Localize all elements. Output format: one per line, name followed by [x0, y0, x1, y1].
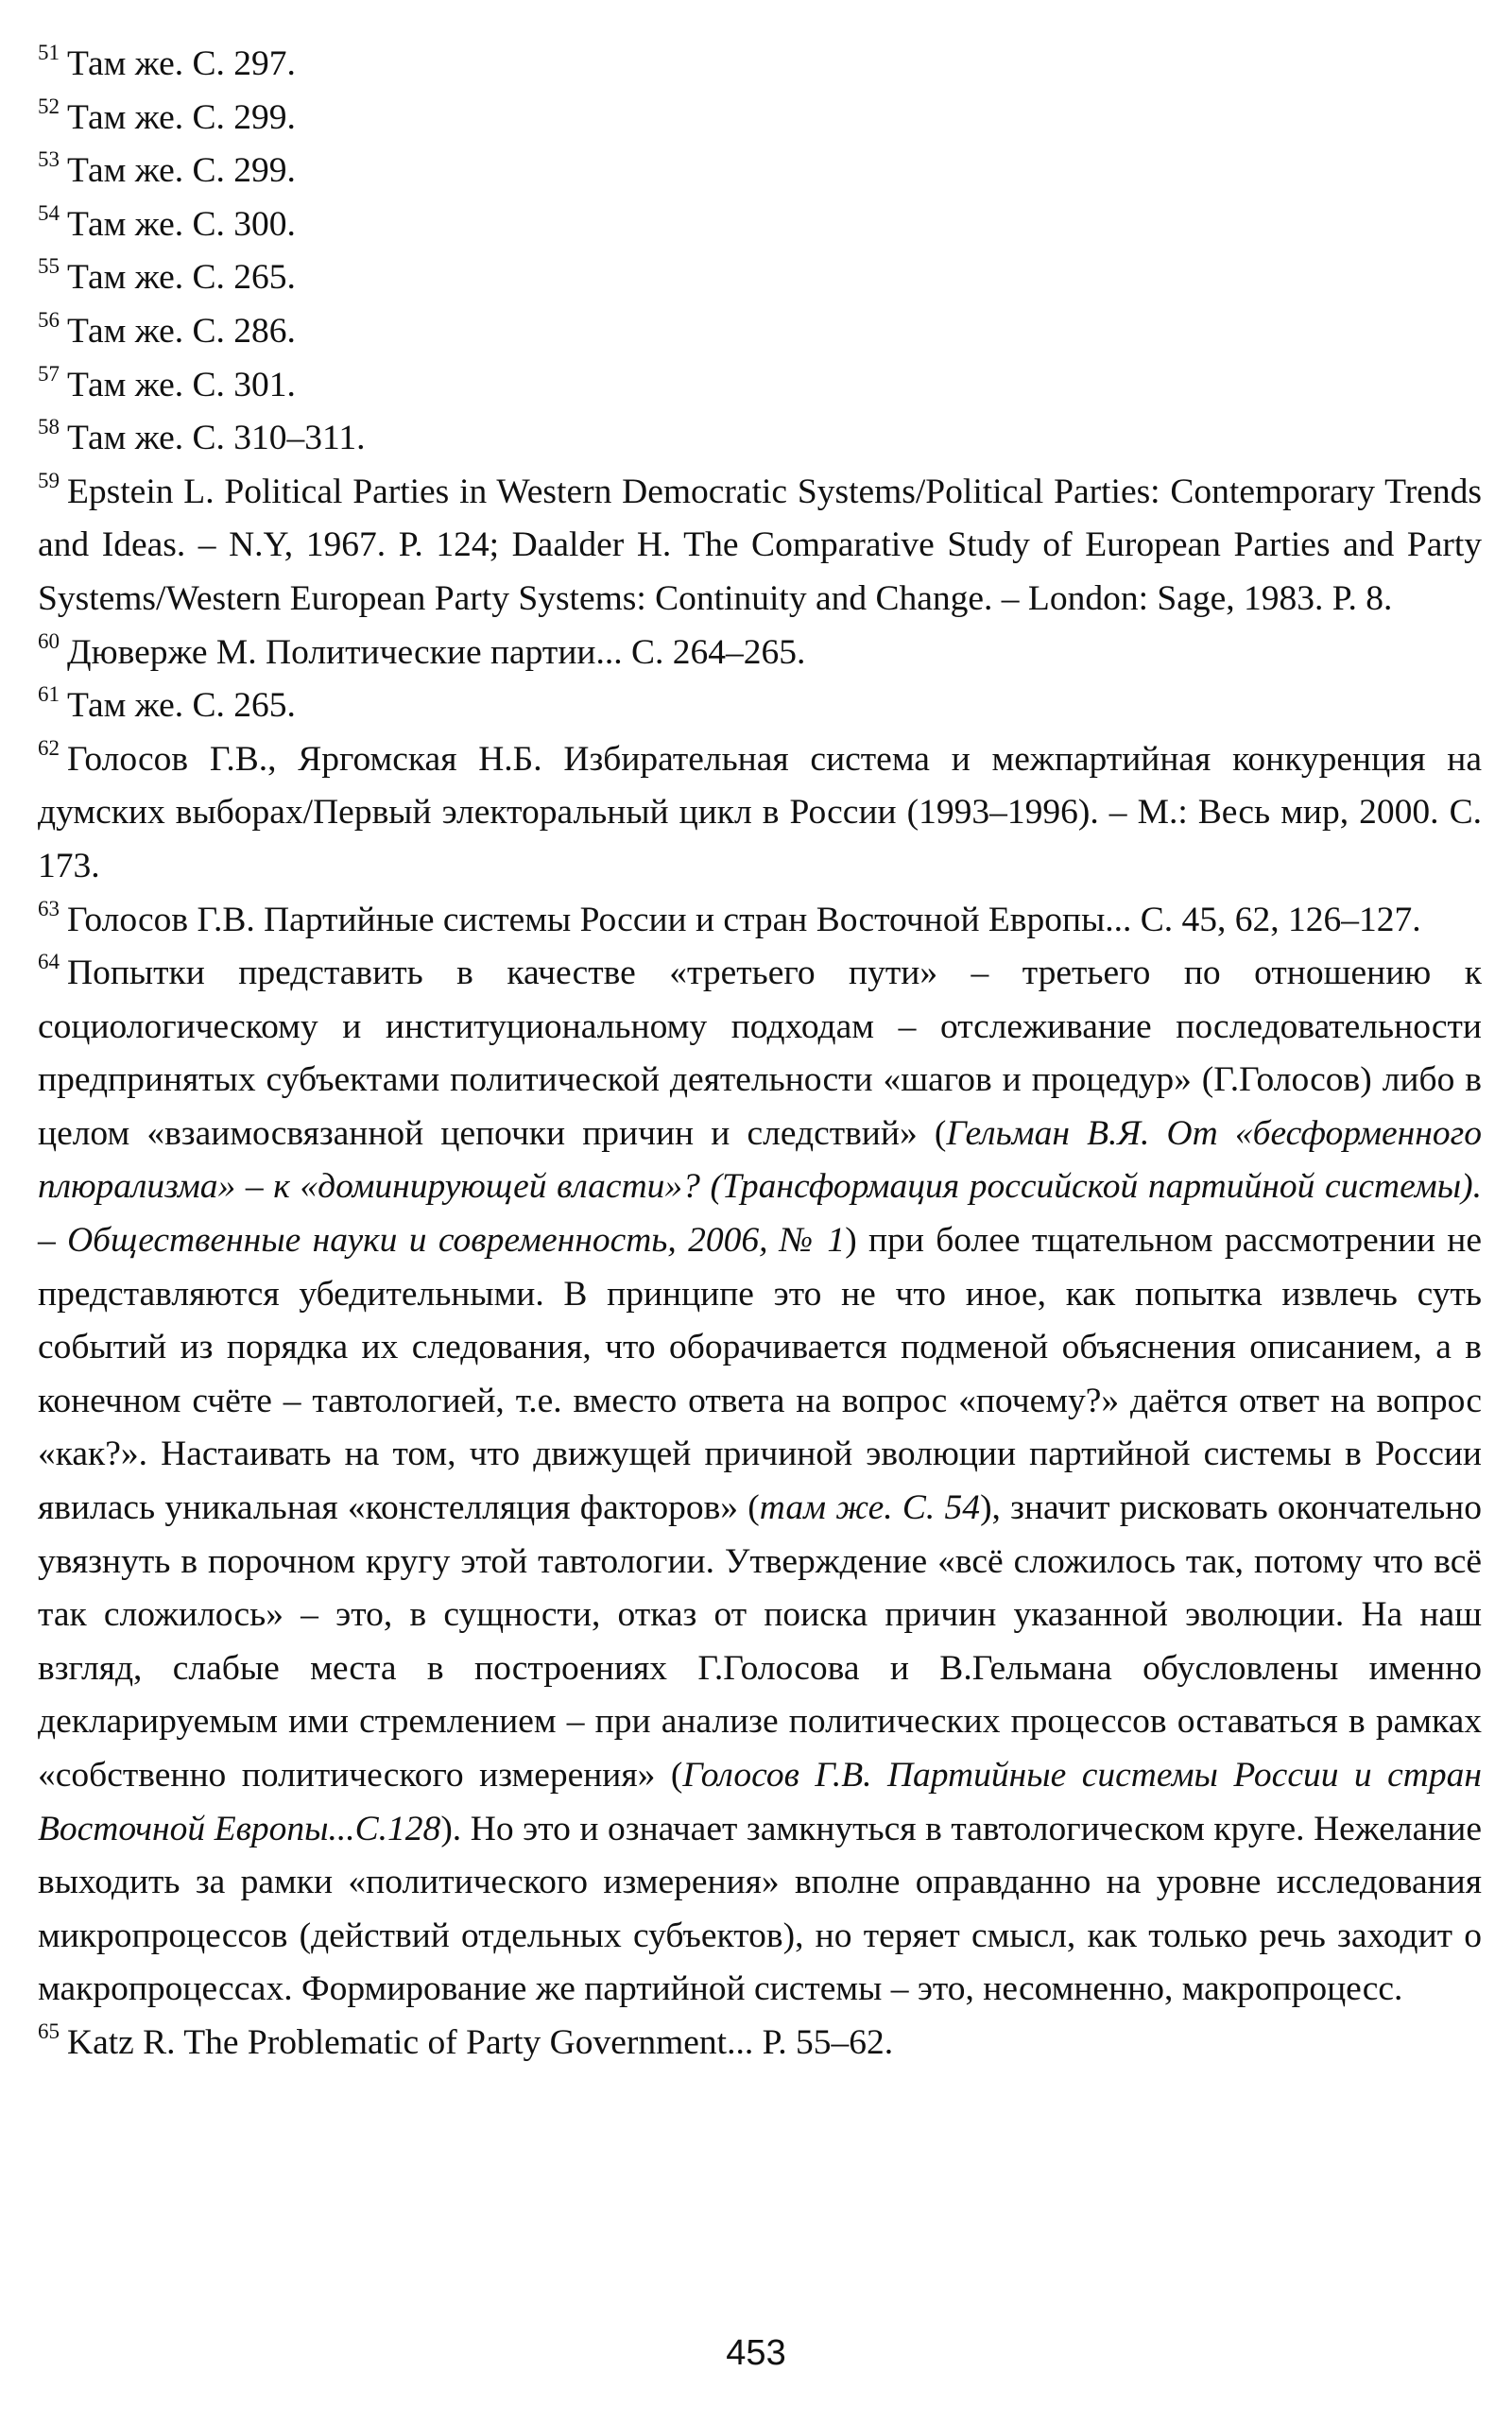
- footnotes: [38, 38, 1482, 2071]
- footnote-number: 57: [38, 361, 60, 386]
- footnote-text: Голосов Г.В., Яргомская Н.Б. Избирательная система и межпартийная конкуренция на думских выборах/Первый электоральный цикл в России (1993–1996). – М.: Весь мир, 2000. С. 173.: [38, 739, 1482, 885]
- citation-italic: там же. С. 54: [759, 1488, 981, 1528]
- footnote-number: 53: [38, 147, 60, 172]
- footnote-text: Там же. С. 299.: [67, 97, 296, 137]
- footnote-text: Дюверже М. Политические партии... С. 264–265.: [67, 632, 806, 672]
- footnote-55: [38, 251, 1482, 305]
- citation-italic: Гельман В.Я. От «бесформенного плюрализма» – к «доминирующей власти»? (Трансформация российской партийной системы). – Общественные науки и современность, 2006, № 1: [38, 1113, 1482, 1261]
- footnote-number: 61: [38, 682, 60, 707]
- footnote-text: ) при более тщательном рассмотрении не представляются убедительными. В принципе это не что иное, как попытка извлечь суть событий из порядка их следования, что оборачивается подменой объяснения описанием, а в конечном счёте – тавтологией, т.е. вместо ответа на вопрос «почему?» даётся ответ на вопрос «как?». Настаивать на том, что движущей причиной эволюции партийной системы в России явилась уникальная «констелляция факторов» (: [38, 1221, 1482, 1528]
- footnote-63: [38, 894, 1482, 948]
- footnote-text: Там же. С. 297.: [67, 44, 296, 83]
- footnote-59: [38, 466, 1482, 627]
- footnote-number: 54: [38, 200, 60, 225]
- footnote-number: 65: [38, 2019, 60, 2043]
- citation-italic: Голосов Г.В. Партийные системы России и стран Восточной Европы...С.128: [38, 1756, 1482, 1848]
- footnote-54: [38, 198, 1482, 252]
- footnote-text: Там же. С. 300.: [67, 204, 296, 244]
- footnote-62: [38, 733, 1482, 894]
- footnote-number: 60: [38, 628, 60, 653]
- footnote-text: Голосов Г.В. Партийные системы России и стран Восточной Европы... С. 45, 62, 126–127.: [67, 900, 1421, 939]
- footnote-number: 63: [38, 896, 60, 920]
- footnote-text: Там же. С. 310–311.: [67, 419, 366, 458]
- footnote-number: 58: [38, 415, 60, 439]
- footnote-text: Там же. С. 299.: [67, 151, 296, 191]
- footnote-61: [38, 679, 1482, 733]
- footnote-60: [38, 627, 1482, 680]
- footnote-number: 59: [38, 468, 60, 492]
- footnote-number: 55: [38, 254, 60, 279]
- footnote-65: [38, 2017, 1482, 2071]
- footnote-number: 52: [38, 94, 60, 118]
- footnote-number: 64: [38, 950, 60, 974]
- page-number: 453: [726, 2333, 786, 2373]
- footnote-56: [38, 305, 1482, 359]
- footnote-text: Epstein L. Political Parties in Western Democratic Systems/Political Parties: Contemporary Trends and Ideas. – N.Y, 1967. P. 124; Daalder H. The Comparative Study of European Parties and Party Systems/Western European Party Systems: Continuity and Change. – London: Sage, 1983. P. 8.: [38, 472, 1482, 618]
- footnote-text: Там же. С. 265.: [67, 258, 296, 298]
- footnote-51: [38, 38, 1482, 92]
- footnote-text: ), значит рисковать окончательно увязнуть в порочном кругу этой тавтологии. Утверждение «всё сложилось так, потому что всё так сложилось» – это, в сущности, отказ от поиска причин указанной эволюции. На наш взгляд, слабые места в построениях Г.Голосова и В.Гельмана обусловлены именно декларируемым ими стремлением – при анализе политических процессов оставаться в рамках «собственно политического измерения» (: [38, 1488, 1482, 1795]
- footnote-text: Попытки представить в качестве «третьего пути» – третьего по отношению к социологическому и институциональному подходам – отслеживание последовательности предпринятых субъектами политической деятельности «шагов и процедур» (Г.Голосов) либо в целом «взаимосвязанной цепочки причин и следствий» (: [38, 954, 1482, 1153]
- footnote-57: [38, 359, 1482, 413]
- footnote-text: Там же. С. 301.: [67, 365, 296, 404]
- footnote-text: ). Но это и означает замкнуться в тавтологическом круге. Нежелание выходить за рамки «политического измерения» вполне оправданно на уровне исследования микропроцессов (действий отдельных субъектов), но теряет смысл, как только речь заходит о макропроцессах. Формирование же партийной системы – это, несомненно, макропроцесс.: [38, 1809, 1483, 2009]
- footnote-number: 62: [38, 735, 60, 760]
- footnote-58: [38, 412, 1482, 466]
- footnote-64: [38, 947, 1482, 2017]
- footnote-53: [38, 145, 1482, 198]
- footnote-text: Katz R. The Problematic of Party Government... P. 55–62.: [67, 2022, 894, 2062]
- footnote-52: [38, 92, 1482, 146]
- footnote-number: 51: [38, 41, 60, 64]
- footnote-number: 56: [38, 307, 60, 332]
- footnote-text: Там же. С. 286.: [67, 311, 296, 351]
- footnote-text: Там же. С. 265.: [67, 686, 296, 726]
